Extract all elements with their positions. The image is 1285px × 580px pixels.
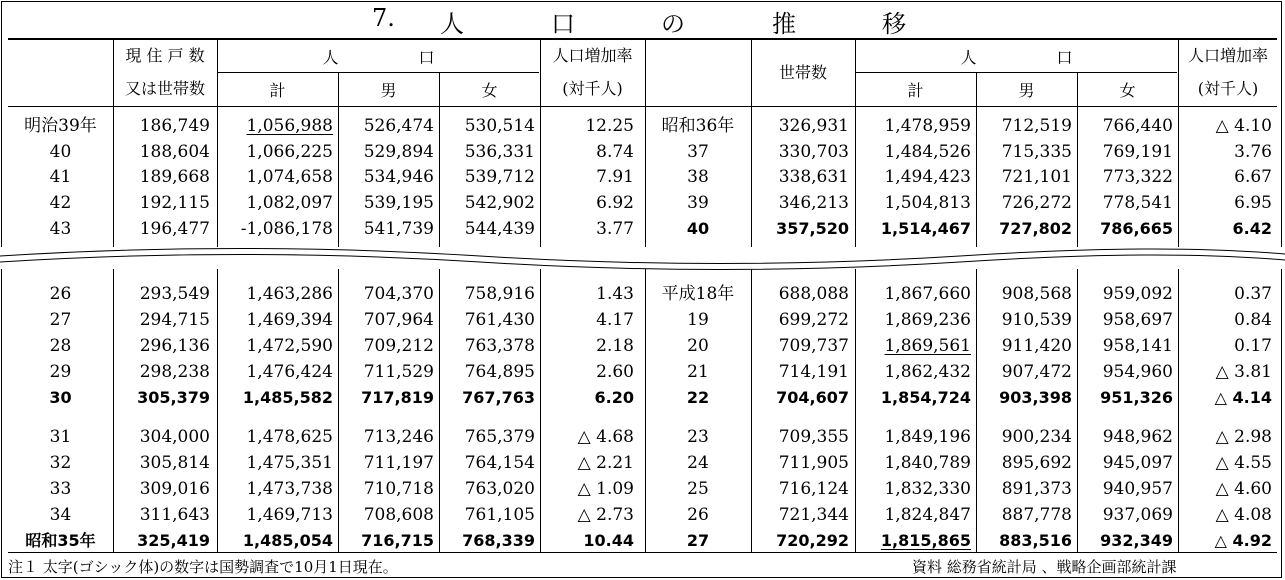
rule bbox=[855, 72, 1177, 73]
right-table-female-cell: 786,665 bbox=[1100, 219, 1173, 238]
right-table-total-cell: 1,849,196 bbox=[884, 427, 971, 447]
right-table-rate-cell: △ 4.10 bbox=[1215, 116, 1272, 136]
rule bbox=[8, 38, 1277, 40]
left-table-rate-cell: 3.77 bbox=[596, 219, 634, 239]
left-table-rate-cell: 4.17 bbox=[596, 310, 634, 330]
right-table-households-cell: 704,607 bbox=[776, 388, 849, 407]
left-table-total-cell: 1,485,582 bbox=[242, 388, 333, 407]
header-growth: 人口増加率 bbox=[552, 46, 633, 65]
right-table-households-cell: 716,124 bbox=[778, 479, 849, 499]
left-table-year-cell: 29 bbox=[49, 362, 72, 382]
source-note: 資料 総務省統計局 、戦略企画部統計課 bbox=[912, 558, 1177, 576]
right-table-female-cell: 945,097 bbox=[1102, 453, 1173, 473]
left-table-rate-cell: 8.74 bbox=[596, 142, 634, 162]
right-table-female-cell: 948,962 bbox=[1102, 427, 1173, 447]
right-table-households-cell: 711,905 bbox=[778, 453, 849, 473]
left-table-male-cell: 711,529 bbox=[363, 362, 434, 382]
left-table-male-cell: 709,212 bbox=[363, 336, 434, 356]
right-table-total-cell: 1,815,865 bbox=[880, 531, 971, 550]
right-table-male-cell: 895,692 bbox=[1001, 453, 1072, 473]
left-table-total-cell: 1,476,424 bbox=[246, 362, 333, 382]
right-table-households-cell: 699,272 bbox=[778, 310, 849, 330]
right-table-year-cell: 39 bbox=[687, 193, 709, 213]
right-table-rate-cell: 0.17 bbox=[1234, 336, 1272, 356]
title-part: 口 bbox=[551, 10, 575, 38]
header-total: 計 bbox=[269, 81, 286, 100]
footnote: 注１ 太字(ゴシック体)の数字は国勢調査で10月1日現在。 bbox=[8, 558, 398, 576]
right-table-male-cell: 911,420 bbox=[1001, 336, 1072, 356]
left-table-year-cell: 昭和35年 bbox=[25, 531, 96, 550]
right-table-households-cell: 326,931 bbox=[778, 116, 849, 136]
left-table-male-cell: 707,964 bbox=[363, 310, 434, 330]
left-table-year-cell: 26 bbox=[49, 284, 72, 304]
right-table-year-cell: 37 bbox=[687, 142, 709, 162]
left-table-year-cell: 34 bbox=[49, 505, 72, 525]
right-table-total-cell: 1,854,724 bbox=[880, 388, 971, 407]
right-table-total-cell: 1,494,423 bbox=[884, 167, 971, 187]
right-table-male-cell: 907,472 bbox=[1001, 362, 1072, 382]
right-table-year-cell: 27 bbox=[686, 531, 710, 550]
header-households: 現 住 戸 数 bbox=[125, 46, 205, 65]
right-table-year-cell: 25 bbox=[687, 479, 709, 499]
right-table-year-cell: 40 bbox=[686, 219, 710, 238]
right-table-female-cell: 940,957 bbox=[1102, 479, 1173, 499]
rule bbox=[217, 72, 539, 73]
right-table-rate-cell: △ 4.55 bbox=[1215, 453, 1272, 473]
left-table-female-cell: 768,339 bbox=[462, 531, 535, 550]
right-table-rate-cell: 6.67 bbox=[1234, 167, 1272, 187]
right-table-households-cell: 709,737 bbox=[778, 336, 849, 356]
right-table-total-cell: 1,478,959 bbox=[884, 116, 971, 136]
left-table-rate-cell: 12.25 bbox=[585, 116, 634, 136]
right-table-rate-cell: 6.95 bbox=[1234, 193, 1272, 213]
left-table-female-cell: 767,763 bbox=[462, 388, 535, 407]
right-table-households-cell: 357,520 bbox=[776, 219, 849, 238]
left-table-households-cell: 311,643 bbox=[139, 505, 210, 525]
left-table-households-cell: 304,000 bbox=[139, 427, 210, 447]
right-table-year-cell: 22 bbox=[686, 388, 710, 407]
left-table-households-cell: 325,419 bbox=[137, 531, 210, 550]
left-table-total-cell: 1,475,351 bbox=[246, 453, 333, 473]
left-table-female-cell: 758,916 bbox=[464, 284, 535, 304]
left-table-female-cell: 536,331 bbox=[464, 142, 535, 162]
right-table-rate-cell: 3.76 bbox=[1234, 142, 1272, 162]
header-households: 又は世帯数 bbox=[124, 79, 205, 98]
right-table-male-cell: 887,778 bbox=[1001, 505, 1072, 525]
right-table-female-cell: 958,141 bbox=[1102, 336, 1173, 356]
right-table-rate-cell: △ 3.81 bbox=[1215, 362, 1272, 382]
right-table-rate-cell: △ 4.60 bbox=[1215, 479, 1272, 499]
right-table-year-cell: 23 bbox=[687, 427, 709, 447]
right-table-female-cell: 954,960 bbox=[1102, 362, 1173, 382]
left-table-total-cell: -1,086,178 bbox=[240, 219, 333, 239]
right-table-total-cell: 1,869,236 bbox=[884, 310, 971, 330]
left-table-year-cell: 28 bbox=[49, 336, 72, 356]
right-table-total-cell: 1,869,561 bbox=[884, 336, 971, 356]
left-table-female-cell: 544,439 bbox=[464, 219, 535, 239]
left-table-male-cell: 704,370 bbox=[363, 284, 434, 304]
header-population: 人 口 bbox=[960, 48, 1073, 67]
left-table-households-cell: 293,549 bbox=[139, 284, 210, 304]
left-table-female-cell: 763,020 bbox=[464, 479, 535, 499]
left-table-rate-cell: 2.18 bbox=[596, 336, 634, 356]
right-table-households-cell: 709,355 bbox=[778, 427, 849, 447]
left-table-male-cell: 716,715 bbox=[361, 531, 434, 550]
right-table-total-cell: 1,840,789 bbox=[884, 453, 971, 473]
right-table-total-cell: 1,867,660 bbox=[884, 284, 971, 304]
header-growth: (対千人) bbox=[562, 79, 623, 98]
right-table-total-cell: 1,514,467 bbox=[880, 219, 971, 238]
right-table-households-cell: 688,088 bbox=[778, 284, 849, 304]
left-table-male-cell: 710,718 bbox=[363, 479, 434, 499]
right-table-households-cell: 338,631 bbox=[778, 167, 849, 187]
right-table-households-cell: 346,213 bbox=[778, 193, 849, 213]
left-table-total-cell: 1,478,625 bbox=[246, 427, 333, 447]
left-table-male-cell: 539,195 bbox=[363, 193, 434, 213]
right-table-total-cell: 1,862,432 bbox=[884, 362, 971, 382]
right-table-female-cell: 951,326 bbox=[1100, 388, 1173, 407]
left-table-total-cell: 1,469,713 bbox=[246, 505, 333, 525]
wavy-break-line bbox=[0, 244, 1285, 272]
right-table-rate-cell: △ 2.98 bbox=[1215, 427, 1272, 447]
left-table-households-cell: 192,115 bbox=[139, 193, 210, 213]
left-table-total-cell: 1,074,658 bbox=[246, 167, 333, 187]
right-table-year-cell: 21 bbox=[687, 362, 709, 382]
title-part: の bbox=[661, 10, 685, 38]
left-table-male-cell: 534,946 bbox=[363, 167, 434, 187]
title-part: 推 bbox=[772, 10, 796, 38]
header-male: 男 bbox=[380, 81, 397, 100]
right-table-male-cell: 891,373 bbox=[1001, 479, 1072, 499]
right-table-year-cell: 平成18年 bbox=[661, 284, 735, 304]
left-table-total-cell: 1,082,097 bbox=[246, 193, 333, 213]
left-table-year-cell: 明治39年 bbox=[24, 116, 97, 136]
right-table-female-cell: 778,541 bbox=[1102, 193, 1173, 213]
right-table-rate-cell: 6.42 bbox=[1232, 219, 1272, 238]
title-part: 移 bbox=[882, 10, 906, 38]
header-female: 女 bbox=[481, 81, 498, 100]
left-table-female-cell: 765,379 bbox=[464, 427, 535, 447]
header-male: 男 bbox=[1018, 81, 1035, 100]
right-table-year-cell: 20 bbox=[687, 336, 709, 356]
left-table-male-cell: 713,246 bbox=[363, 427, 434, 447]
left-table-households-cell: 188,604 bbox=[139, 142, 210, 162]
right-table-male-cell: 910,539 bbox=[1001, 310, 1072, 330]
right-table-rate-cell: 0.84 bbox=[1234, 310, 1272, 330]
left-table-year-cell: 31 bbox=[49, 427, 72, 447]
left-table-rate-cell: △ 1.09 bbox=[577, 479, 634, 499]
left-table-total-cell: 1,056,988 bbox=[246, 116, 333, 136]
left-table-male-cell: 529,894 bbox=[363, 142, 434, 162]
left-table-year-cell: 27 bbox=[49, 310, 72, 330]
left-table-rate-cell: 10.44 bbox=[583, 531, 634, 550]
left-table-female-cell: 761,430 bbox=[464, 310, 535, 330]
left-table-rate-cell: 1.43 bbox=[596, 284, 634, 304]
left-table-households-cell: 296,136 bbox=[139, 336, 210, 356]
left-table-year-cell: 33 bbox=[49, 479, 72, 499]
left-table-total-cell: 1,473,738 bbox=[246, 479, 333, 499]
left-table-households-cell: 298,238 bbox=[139, 362, 210, 382]
left-table-rate-cell: 6.20 bbox=[594, 388, 634, 407]
rule bbox=[8, 552, 1277, 553]
left-table-female-cell: 761,105 bbox=[464, 505, 535, 525]
header-total: 計 bbox=[907, 81, 924, 100]
right-table-households-cell: 330,703 bbox=[778, 142, 849, 162]
right-table-male-cell: 903,398 bbox=[999, 388, 1072, 407]
title-part: 人 bbox=[440, 10, 464, 38]
left-table-year-cell: 32 bbox=[49, 453, 72, 473]
right-table-female-cell: 766,440 bbox=[1102, 116, 1173, 136]
right-table-female-cell: 937,069 bbox=[1102, 505, 1173, 525]
right-table-year-cell: 24 bbox=[687, 453, 709, 473]
right-table-male-cell: 721,101 bbox=[1001, 167, 1072, 187]
right-table-male-cell: 715,335 bbox=[1001, 142, 1072, 162]
left-table-male-cell: 526,474 bbox=[363, 116, 434, 136]
left-table-households-cell: 189,668 bbox=[139, 167, 210, 187]
header-growth: 人口増加率 bbox=[1187, 46, 1268, 65]
left-table-households-cell: 305,814 bbox=[139, 453, 210, 473]
left-table-households-cell: 309,016 bbox=[139, 479, 210, 499]
left-table-total-cell: 1,469,394 bbox=[246, 310, 333, 330]
left-table-female-cell: 763,378 bbox=[464, 336, 535, 356]
right-table-rate-cell: △ 4.08 bbox=[1215, 505, 1272, 525]
left-table-rate-cell: 6.92 bbox=[596, 193, 634, 213]
left-table-rate-cell: △ 4.68 bbox=[577, 427, 634, 447]
header-growth: (対千人) bbox=[1197, 79, 1259, 98]
left-table-year-cell: 41 bbox=[49, 167, 72, 187]
left-table-year-cell: 43 bbox=[49, 219, 72, 239]
left-table-female-cell: 530,514 bbox=[464, 116, 535, 136]
right-table-total-cell: 1,484,526 bbox=[884, 142, 971, 162]
left-table-year-cell: 42 bbox=[49, 193, 72, 213]
right-table-male-cell: 726,272 bbox=[1001, 193, 1072, 213]
left-table-year-cell: 40 bbox=[49, 142, 72, 162]
right-table-year-cell: 38 bbox=[687, 167, 709, 187]
title-part: 7. bbox=[372, 4, 395, 32]
right-table-female-cell: 959,092 bbox=[1102, 284, 1173, 304]
right-table-female-cell: 773,322 bbox=[1102, 167, 1173, 187]
left-table-total-cell: 1,066,225 bbox=[246, 142, 333, 162]
right-table-year-cell: 昭和36年 bbox=[661, 116, 735, 136]
right-table-male-cell: 712,519 bbox=[1001, 116, 1072, 136]
left-table-rate-cell: 7.91 bbox=[596, 167, 634, 187]
right-table-female-cell: 769,191 bbox=[1102, 142, 1173, 162]
right-table-total-cell: 1,832,330 bbox=[884, 479, 971, 499]
left-table-female-cell: 542,902 bbox=[464, 193, 535, 213]
right-table-male-cell: 727,802 bbox=[999, 219, 1072, 238]
right-table-year-cell: 19 bbox=[687, 310, 709, 330]
left-table-households-cell: 186,749 bbox=[139, 116, 210, 136]
right-table-rate-cell: 0.37 bbox=[1234, 284, 1272, 304]
left-table-female-cell: 539,712 bbox=[464, 167, 535, 187]
right-table-male-cell: 908,568 bbox=[1001, 284, 1072, 304]
right-table-total-cell: 1,504,813 bbox=[884, 193, 971, 213]
left-table-total-cell: 1,485,054 bbox=[242, 531, 333, 550]
right-table-female-cell: 958,697 bbox=[1102, 310, 1173, 330]
right-table-rate-cell: △ 4.14 bbox=[1214, 388, 1272, 407]
right-table-rate-cell: △ 4.92 bbox=[1214, 531, 1272, 550]
left-table-total-cell: 1,463,286 bbox=[246, 284, 333, 304]
left-table-male-cell: 711,197 bbox=[363, 453, 434, 473]
rule bbox=[8, 106, 1277, 107]
left-table-year-cell: 30 bbox=[49, 388, 72, 407]
left-table-rate-cell: △ 2.73 bbox=[577, 505, 634, 525]
left-table-households-cell: 294,715 bbox=[139, 310, 210, 330]
left-table-households-cell: 196,477 bbox=[139, 219, 210, 239]
left-table-total-cell: 1,472,590 bbox=[246, 336, 333, 356]
header-female: 女 bbox=[1119, 81, 1136, 100]
right-table-total-cell: 1,824,847 bbox=[884, 505, 971, 525]
left-table-female-cell: 764,895 bbox=[464, 362, 535, 382]
right-table-households-cell: 720,292 bbox=[776, 531, 849, 550]
header-households: 世帯数 bbox=[778, 63, 827, 82]
left-table-rate-cell: △ 2.21 bbox=[577, 453, 634, 473]
right-table-male-cell: 883,516 bbox=[999, 531, 1072, 550]
right-table-female-cell: 932,349 bbox=[1100, 531, 1173, 550]
left-table-male-cell: 541,739 bbox=[363, 219, 434, 239]
left-table-female-cell: 764,154 bbox=[464, 453, 535, 473]
left-table-rate-cell: 2.60 bbox=[596, 362, 634, 382]
right-table-male-cell: 900,234 bbox=[1001, 427, 1072, 447]
right-table-year-cell: 26 bbox=[687, 505, 709, 525]
left-table-male-cell: 708,608 bbox=[363, 505, 434, 525]
right-table-households-cell: 721,344 bbox=[778, 505, 849, 525]
right-table-households-cell: 714,191 bbox=[778, 362, 849, 382]
left-table-male-cell: 717,819 bbox=[361, 388, 434, 407]
header-population: 人 口 bbox=[322, 48, 435, 67]
left-table-households-cell: 305,379 bbox=[137, 388, 210, 407]
